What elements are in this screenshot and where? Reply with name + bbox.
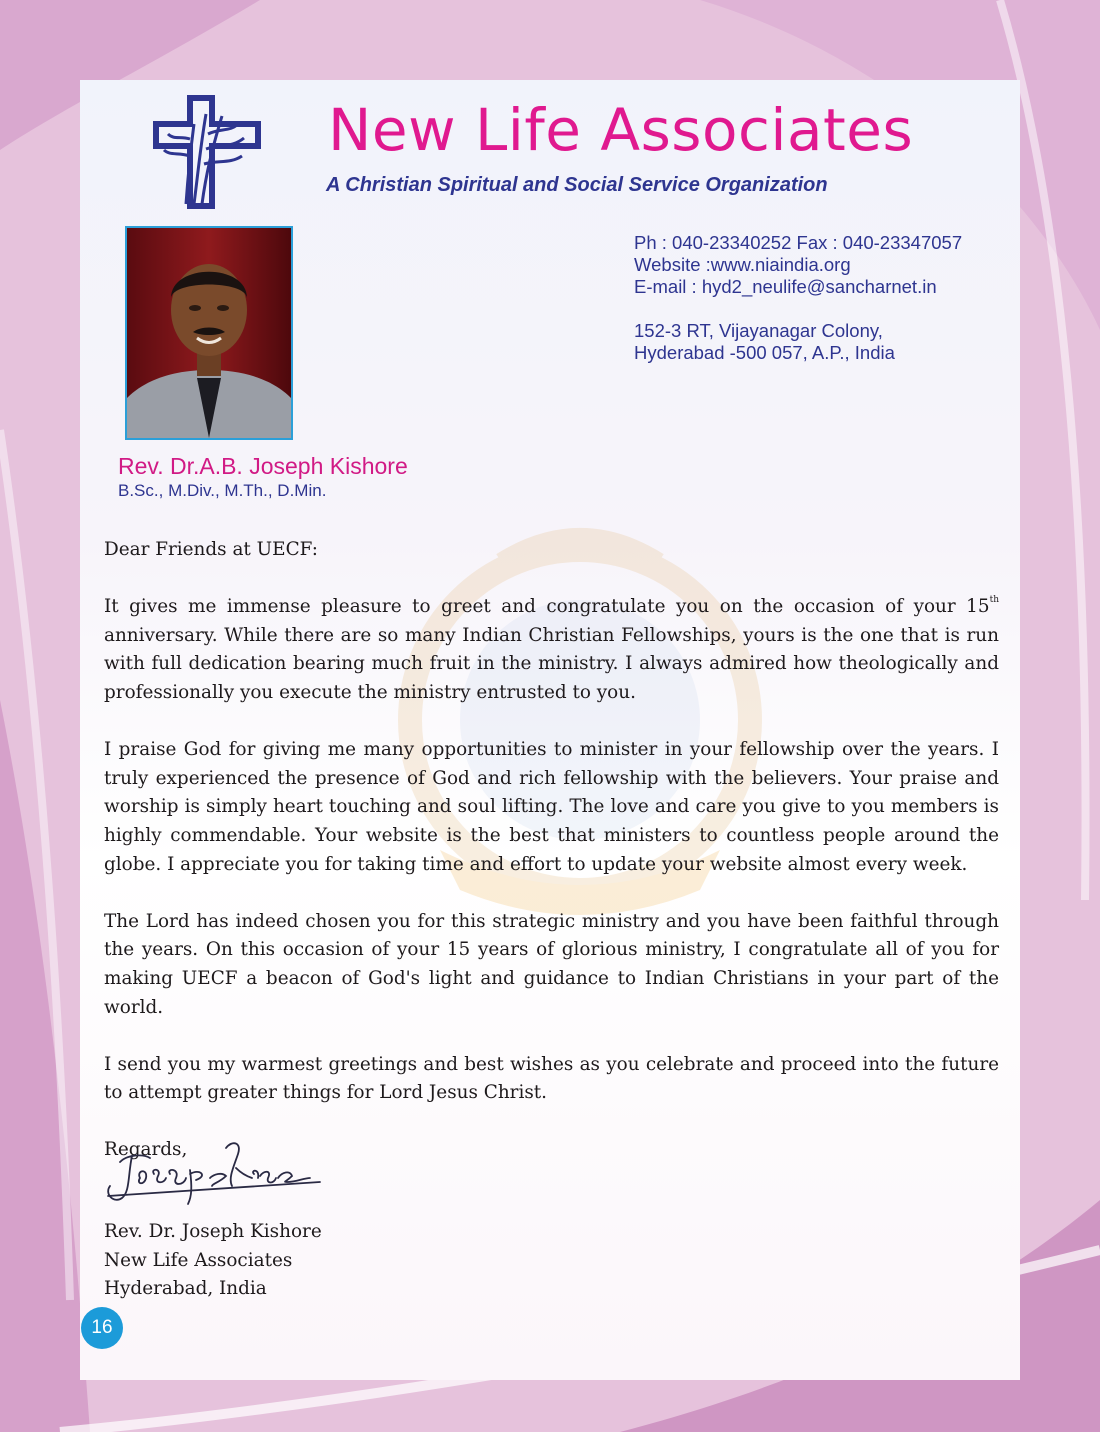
paragraph-1	[104, 593, 999, 707]
letter-body	[104, 536, 999, 1165]
portrait-photo	[125, 226, 293, 440]
handwritten-signature	[100, 1134, 330, 1214]
address-line-2: Hyderabad -500 057, A.P., India	[634, 342, 895, 363]
signatory-place: Hyderabad, India	[104, 1278, 267, 1300]
signatory-name: Rev. Dr. Joseph Kishore	[104, 1221, 322, 1242]
paragraph-2: I praise God for giving me many opportunities to minister in your fellowship over the years. I truly experienced the presence of God and rich fellowship with the believers. Your praise and worship is simply heart touching and soul lifting. The love and care you give to you members is highly commendable. Your website is the best that ministers to countless people around the globe. I appreciate you for taking time and effort to update your website almost every week.	[104, 739, 999, 875]
cross-wheat-icon	[150, 94, 268, 210]
person-name: Rev. Dr.A.B. Joseph Kishore	[118, 453, 408, 479]
org-tagline: A Christian Spiritual and Social Service Organization	[326, 174, 828, 196]
address-line-1: 152-3 RT, Vijayanagar Colony,	[634, 320, 883, 341]
ordinal-suffix: th	[989, 595, 999, 606]
closing: Regards,	[104, 1139, 188, 1161]
salutation: Dear Friends at UECF:	[104, 539, 318, 560]
signature-block	[104, 1218, 322, 1304]
signatory-org: New Life Associates	[104, 1249, 293, 1271]
phone-fax: Ph : 040-23340252 Fax : 040-23347057	[634, 232, 963, 253]
person-degrees: B.Sc., M.Div., M.Th., D.Min.	[118, 481, 327, 500]
website-link[interactable]: Website :www.niaindia.org	[634, 254, 851, 275]
paragraph-1-rest: anniversary. While there are so many Indian Christian Fellowships, yours is the one that is run with full dedication bearing much fruit in the ministry. I always admired how theologically and professionally you execute the ministry entrusted to you.	[104, 624, 999, 703]
paragraph-3: The Lord has indeed chosen you for this strategic ministry and you have been faithful through the years. On this occasion of your 15 years of glorious ministry, I congratulate all of you for making UECF a beacon of God's light and guidance to Indian Christians in your part of the world.	[104, 910, 999, 1018]
paragraph-4: I send you my warmest greetings and best wishes as you celebrate and proceed into the future to attempt greater things for Lord Jesus Christ.	[104, 1053, 999, 1104]
org-title: New Life Associates	[328, 96, 914, 164]
paragraph-1-text: It gives me immense pleasure to greet and congratulate you on the occasion of your 15	[104, 596, 990, 618]
page-number-badge: 16	[81, 1307, 123, 1349]
email-link[interactable]: E-mail : hyd2_neulife@sancharnet.in	[634, 276, 937, 297]
contact-info	[634, 232, 962, 364]
